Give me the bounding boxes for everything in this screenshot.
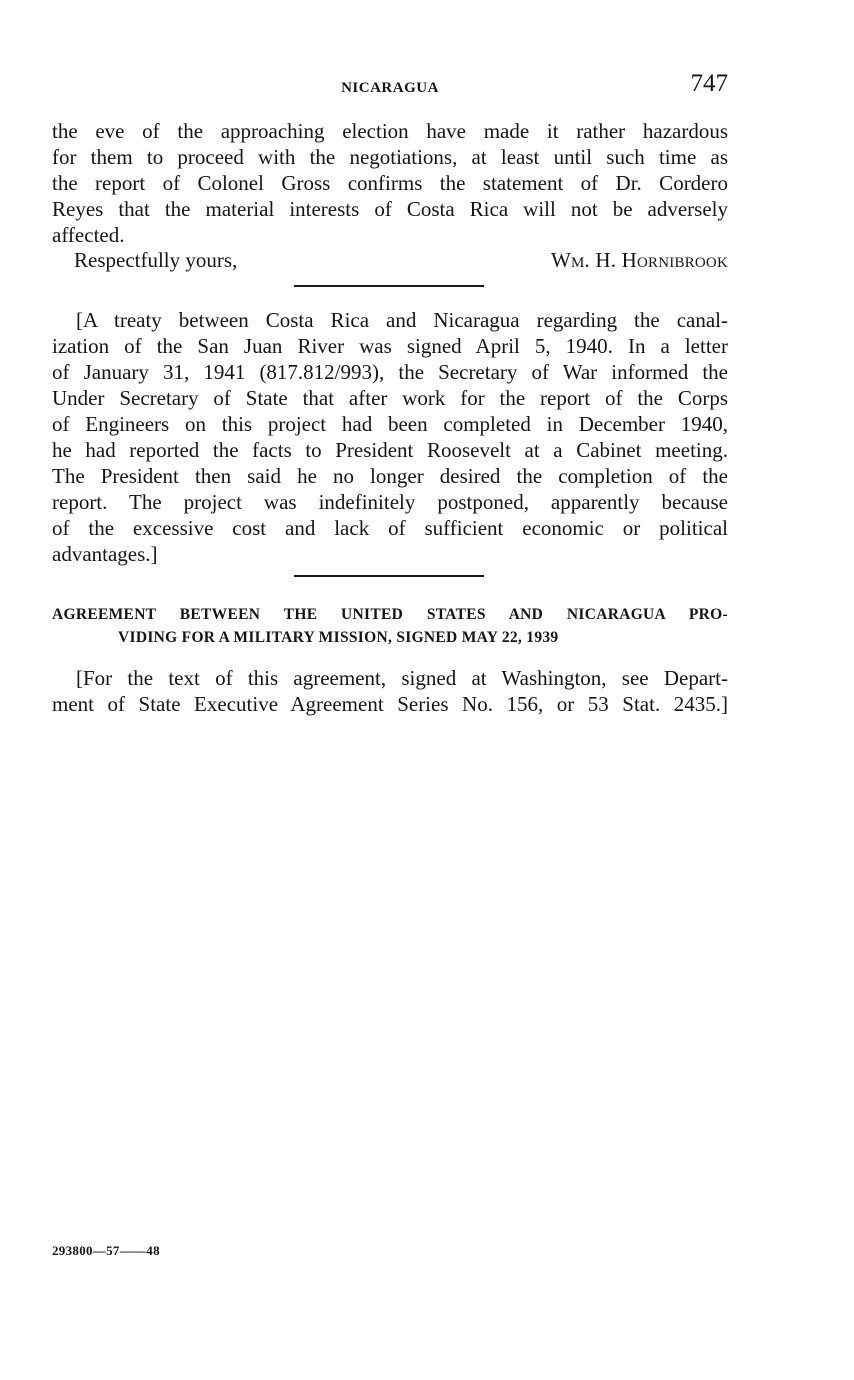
agreement-note [52, 665, 728, 717]
paragraph-line: the report of Colonel Gross confirms the statement of Dr. Cordero [52, 171, 728, 195]
document-page [52, 0, 728, 1380]
heading-line: VIDING FOR A MILITARY MISSION, SIGNED MAY 22, 1939 [118, 629, 559, 646]
paragraph-line: of January 31, 1941 (817.812/993), the Secretary of War informed the [52, 360, 728, 384]
paragraph-line: ization of the San Juan River was signed April 5, 1940. In a letter [52, 334, 728, 358]
section-divider [294, 285, 484, 287]
paragraph-line: of Engineers on this project had been completed in December 1940, [52, 412, 728, 436]
paragraph-line: ment of State Executive Agreement Series No. 156, or 53 Stat. 2435.] [52, 692, 728, 716]
page-number: 747 [690, 70, 728, 97]
paragraph-line: report. The project was indefinitely postponed, apparently because [52, 490, 728, 514]
section-divider [294, 575, 484, 577]
paragraph-line: [A treaty between Costa Rica and Nicaragua regarding the canal- [76, 308, 728, 332]
paragraph-line: for them to proceed with the negotiations, at least until such time as [52, 145, 728, 169]
printer-code: 293800—57——48 [52, 1243, 160, 1258]
paragraph-line: affected. [52, 223, 125, 247]
signature: Wm. H. Hornibrook [550, 248, 728, 272]
paragraph-line: The President then said he no longer desired the completion of the [52, 464, 728, 488]
editorial-note [52, 307, 728, 567]
section-heading [52, 603, 728, 649]
letter-paragraph [52, 118, 728, 248]
heading-line: AGREEMENT BETWEEN THE UNITED STATES AND NICARAGUA PRO- [52, 606, 728, 623]
paragraph-line: he had reported the facts to President Roosevelt at a Cabinet meeting. [52, 438, 728, 462]
paragraph-line: the eve of the approaching election have made it rather hazardous [52, 119, 728, 143]
running-title: NICARAGUA [341, 80, 439, 96]
paragraph-line: Under Secretary of State that after work for the report of the Corps [52, 386, 728, 410]
closing-salutation: Respectfully yours, [74, 248, 238, 272]
paragraph-line: of the excessive cost and lack of sufficient economic or political [52, 516, 728, 540]
paragraph-line: [For the text of this agreement, signed at Washington, see Depart- [76, 666, 728, 690]
running-head [52, 70, 728, 104]
paragraph-line: Reyes that the material interests of Costa Rica will not be adversely [52, 197, 728, 221]
letter-closing [52, 247, 728, 273]
paragraph-line: advantages.] [52, 542, 158, 566]
